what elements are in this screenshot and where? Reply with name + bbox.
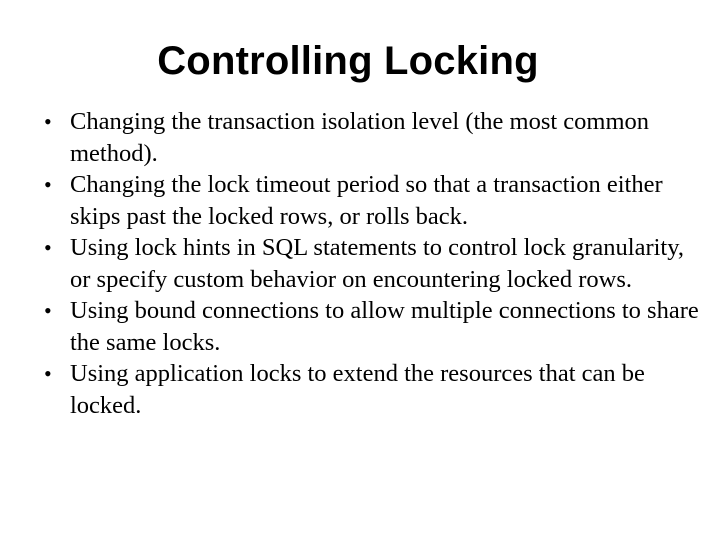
bullet-marker: •	[44, 298, 52, 323]
bullet-text: Changing the transaction isolation level (the most common method).	[70, 108, 650, 167]
bullet-text: Using lock hints in SQL statements to control lock granularity, or specify custom behavior on encountering locked rows.	[70, 234, 684, 293]
bullet-text: Using application locks to extend the resources that can be locked.	[70, 360, 645, 419]
bullet-marker: •	[44, 172, 52, 197]
bullet-item	[0, 232, 720, 295]
bullet-marker: •	[44, 235, 52, 260]
bullet-item	[0, 295, 720, 358]
bullet-item	[0, 358, 720, 421]
bullet-text: Using bound connections to allow multiple connections to share the same locks.	[70, 297, 699, 356]
bullet-marker: •	[44, 109, 52, 134]
bullet-list	[0, 106, 720, 421]
bullet-text: Changing the lock timeout period so that a transaction either skips past the locked rows, or rolls back.	[70, 171, 663, 230]
bullet-item	[0, 169, 720, 232]
bullet-marker: •	[44, 361, 52, 386]
slide-title: Controlling Locking	[157, 39, 539, 83]
bullet-item	[0, 106, 720, 169]
